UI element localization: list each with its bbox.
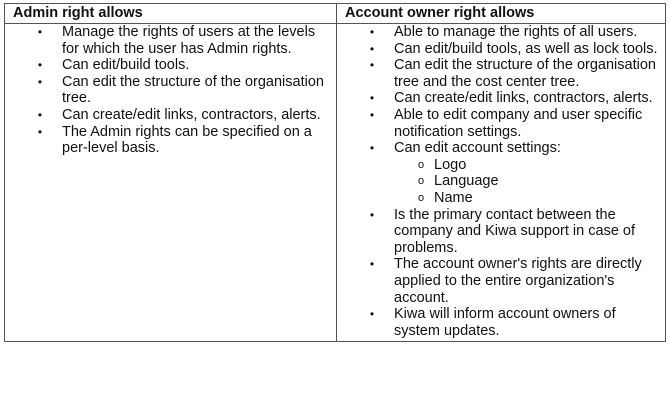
list-item bbox=[5, 107, 330, 124]
bullet-icon: • bbox=[369, 25, 375, 39]
bullet-icon: • bbox=[369, 207, 375, 222]
sub-list-item-text: Name bbox=[434, 189, 473, 206]
list-item-text: Is the primary contact between the company and Kiwa support in case of problems. bbox=[394, 206, 635, 256]
rights-table bbox=[4, 3, 666, 342]
bullet-icon: • bbox=[37, 74, 43, 89]
list-item bbox=[337, 256, 659, 306]
admin-header: Admin right allows bbox=[5, 4, 337, 24]
list-item bbox=[337, 57, 659, 90]
circle-bullet-icon: o bbox=[418, 158, 425, 171]
bullet-icon: • bbox=[37, 25, 43, 39]
sub-list-item-text: Logo bbox=[434, 156, 467, 173]
admin-rights-list bbox=[5, 24, 336, 159]
bullet-icon: • bbox=[369, 91, 375, 106]
sub-list-item bbox=[394, 190, 659, 207]
bullet-icon: • bbox=[37, 107, 43, 122]
bullet-icon: • bbox=[369, 58, 375, 73]
list-item-text: The account owner's rights are directly applied to the entire organization's account. bbox=[394, 256, 642, 306]
list-item-text: Kiwa will inform account owners of system updates. bbox=[394, 306, 616, 339]
list-item-text: Can create/edit links, contractors, alerts. bbox=[62, 106, 321, 123]
list-item bbox=[337, 306, 659, 339]
list-item bbox=[337, 140, 659, 206]
sub-list-item bbox=[394, 157, 659, 174]
list-item-text: Able to edit company and user specific notification settings. bbox=[394, 106, 643, 140]
list-item bbox=[5, 57, 330, 74]
list-item bbox=[5, 24, 330, 57]
bullet-icon: • bbox=[369, 41, 375, 56]
bullet-icon: • bbox=[37, 58, 43, 73]
list-item-text: Can edit account settings: bbox=[394, 140, 561, 157]
owner-header: Account owner right allows bbox=[337, 4, 666, 24]
list-item-text: Can edit/build tools. bbox=[62, 57, 190, 74]
header-row bbox=[5, 4, 666, 24]
list-item-text: Can edit/build tools, as well as lock tools. bbox=[394, 40, 658, 57]
bullet-icon: • bbox=[369, 107, 375, 122]
content-row bbox=[5, 24, 666, 342]
list-item-text: The Admin rights can be specified on a per-level basis. bbox=[62, 123, 312, 157]
bullet-icon: • bbox=[369, 307, 375, 322]
list-item-text: Can edit the structure of the organisation tree and the cost center tree. bbox=[394, 57, 656, 90]
list-item bbox=[5, 124, 330, 157]
list-item bbox=[337, 41, 659, 58]
circle-bullet-icon: o bbox=[418, 191, 425, 204]
list-item-text: Manage the rights of users at the levels for which the user has Admin rights. bbox=[62, 24, 316, 57]
list-item-text: Able to manage the rights of all users. bbox=[394, 24, 638, 40]
bullet-icon: • bbox=[37, 124, 43, 139]
sub-list-item-text: Language bbox=[434, 173, 499, 190]
bullet-icon: • bbox=[369, 141, 375, 156]
sub-list-item bbox=[394, 173, 659, 190]
list-item bbox=[337, 24, 659, 41]
list-item-text: Can create/edit links, contractors, alerts. bbox=[394, 90, 653, 107]
sub-list bbox=[394, 157, 659, 207]
bullet-icon: • bbox=[369, 257, 375, 272]
list-item bbox=[5, 74, 330, 107]
circle-bullet-icon: o bbox=[418, 175, 425, 188]
owner-cell bbox=[337, 24, 666, 342]
list-item-text: Can edit the structure of the organisation tree. bbox=[62, 73, 324, 107]
list-item bbox=[337, 90, 659, 107]
list-item bbox=[337, 107, 659, 140]
owner-rights-list bbox=[337, 24, 665, 341]
list-item bbox=[337, 207, 659, 257]
admin-cell bbox=[5, 24, 337, 342]
